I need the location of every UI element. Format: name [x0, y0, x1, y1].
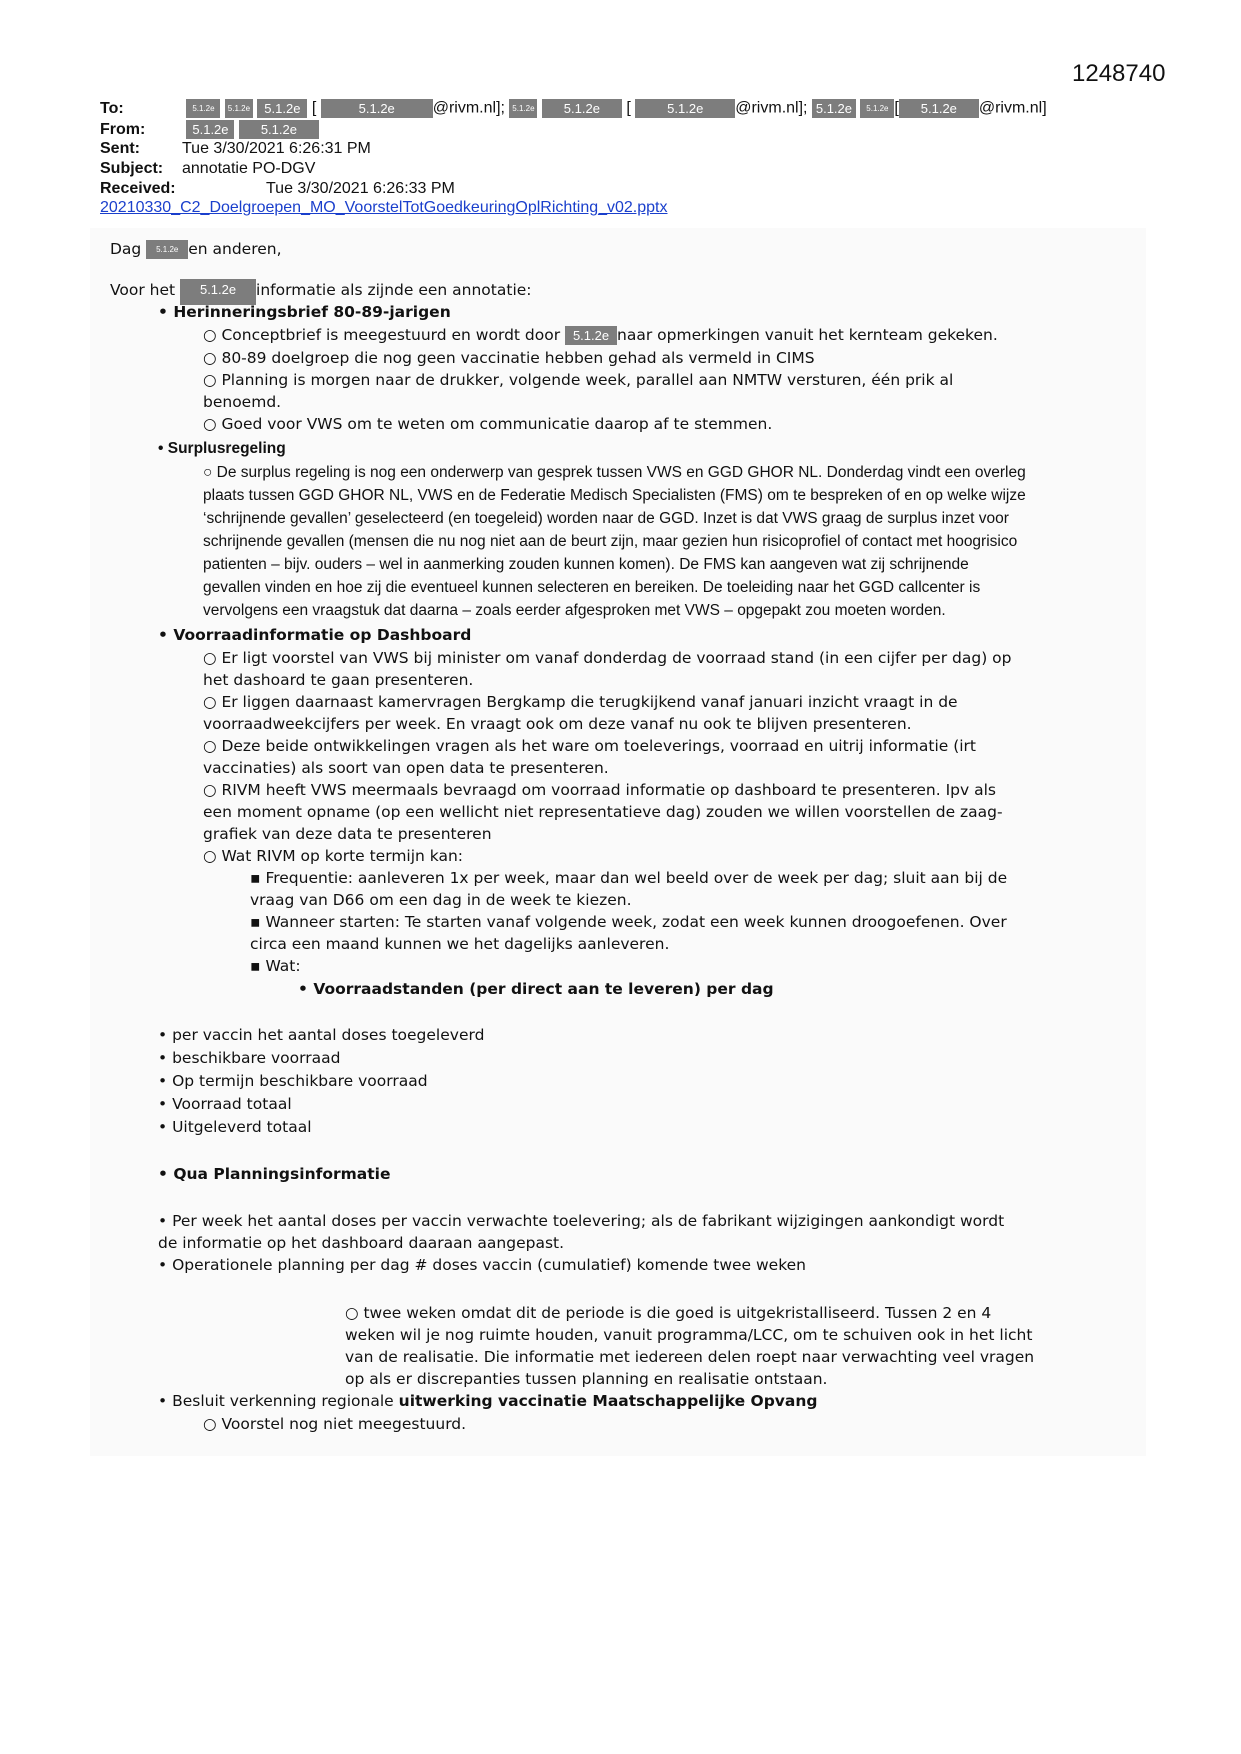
s3-bullet-5: ○ Wat RIVM op korte termijn kan: — [203, 847, 464, 865]
s3-bullet-2-line-1: Er liggen daarnaast kamervragen Bergkamp die terugkijkend vanaf januari inzicht vraagt in de — [221, 693, 958, 711]
subject-row — [100, 160, 315, 178]
s3-bullet-1: ○ Er ligt voorstel van VWS bij minister om vanaf donderdag de voorraad stand (in een cijfer per dag) op — [203, 649, 1012, 667]
s3-line: grafiek van deze data te presenteren — [203, 825, 492, 843]
received-value: Tue 3/30/2021 6:26:33 PM — [266, 180, 455, 197]
s1-bullet-2: ○ 80-89 doelgroep die nog geen vaccinatie hebben gehad als vermeld in CIMS — [203, 349, 815, 367]
section-title-text: Surplusregeling — [167, 440, 286, 457]
redaction: 5.1.2e — [180, 279, 256, 305]
s3-line: een moment opname (op een wellicht niet representatieve dag) zouden we willen voorstellen de zaag- — [203, 803, 1003, 821]
s3-bullet-5-text: Wat RIVM op korte termijn kan: — [221, 847, 464, 865]
s2-line: gevallen vinden en hoe zij die eventueel kunnen selecteren en bereiken. De toeleiding naar het GGD callcenter is — [203, 579, 981, 596]
list-item-text: Voorraad totaal — [172, 1095, 292, 1113]
s3-line: voorraadweekcijfers per week. En vraagt ook om deze vanaf nu ook te blijven presenteren. — [203, 715, 912, 733]
s3-line: circa een maand kunnen we het dagelijks aanleveren. — [250, 935, 670, 953]
email-domain: @rivm.nl]; — [735, 99, 808, 117]
from-label: From: — [100, 120, 146, 138]
email-domain: @rivm.nl] — [978, 99, 1047, 117]
intro-pre: Voor het — [110, 281, 176, 299]
greeting-pre: Dag — [110, 240, 142, 258]
from-row — [100, 120, 319, 139]
s2-line: vervolgens een vraagstuk dat daarna – zoals eerder afgesproken met VWS – opgepakt zou moeten worden. — [203, 602, 946, 619]
s2-line: ○ De surplus regeling is nog een onderwerp van gesprek tussen VWS en GGD GHOR NL. Donderdag vindt een overleg — [203, 464, 1026, 481]
s3-subtitle-text: Voorraadstanden (per direct aan te leveren) per dag — [313, 980, 774, 998]
document-number: 1248740 — [1072, 60, 1166, 87]
to-label: To: — [100, 99, 124, 117]
greeting — [110, 238, 282, 260]
s3-bullet-4-line-1: RIVM heeft VWS meermaals bevraagd om voorraad informatie op dashboard te presenteren. Ipv als — [221, 781, 996, 799]
s4-para-1-line-1: Per week het aantal doses per vaccin verwachte toelevering; als de fabrikant wijzigingen aankondigt wordt — [172, 1212, 1005, 1230]
s2-line: plaats tussen GGD GHOR NL, VWS en de Federatie Medisch Specialisten (FMS) om te bespreken of en op welke wijze — [203, 487, 1026, 504]
attachment-link[interactable]: 20210330_C2_Doelgroepen_MO_VoorstelTotGoedkeuringOplRichting_v02.pptx — [100, 199, 668, 216]
redaction: 5.1.2e — [542, 99, 622, 118]
section-title-text: Qua Planningsinformatie — [173, 1165, 391, 1183]
s3-square-3: ▪ Wat: — [250, 957, 301, 975]
section-3-title: • Voorraadinformatie op Dashboard — [158, 626, 472, 644]
redaction: 5.1.2e — [321, 99, 433, 118]
to-row: To: 5.1.2e 5.1.2e 5.1.2e [ 5.1.2e @rivm.nl]; 5.1.2e 5.1.2e [ 5.1.2e @rivm.nl]; 5.1.2e 5.1.2e [ 5.1.2e @rivm.nl] — [100, 99, 1047, 117]
sent-label: Sent: — [100, 140, 140, 157]
email-domain: @rivm.nl]; — [432, 99, 505, 117]
s4-para-1: • Per week het aantal doses per vaccin verwachte toelevering; als de fabrikant wijzigingen aankondigt wordt — [158, 1212, 1005, 1230]
s1-bullet-1: ○ Conceptbrief is meegestuurd en wordt door 5.1.2e naar opmerkingen vanuit het kernteam gekeken. — [203, 326, 998, 344]
list-item: • Op termijn beschikbare voorraad — [158, 1072, 428, 1090]
section-title-text: Herinneringsbrief 80-89-jarigen — [173, 303, 451, 321]
redaction: 5.1.2e — [860, 99, 894, 118]
s3-line: het dashoard te gaan presenteren. — [203, 671, 474, 689]
s1-bullet-1-post: naar opmerkingen vanuit het kernteam gekeken. — [617, 326, 998, 344]
s1-bullet-4-text: Goed voor VWS om te weten om communicatie daarop af te stemmen. — [221, 415, 773, 433]
s3-bullet-1-line-1: Er ligt voorstel van VWS bij minister om vanaf donderdag de voorraad stand (in een cijfer per dag) op — [221, 649, 1012, 667]
s2-line-1: De surplus regeling is nog een onderwerp van gesprek tussen VWS en GGD GHOR NL. Donderdag vindt een overleg — [216, 464, 1026, 481]
redaction: 5.1.2e — [257, 99, 307, 118]
section-4-title: • Qua Planningsinformatie — [158, 1165, 391, 1183]
s3-subtitle: • Voorraadstanden (per direct aan te leveren) per dag — [298, 980, 774, 998]
s4-sub: ○ twee weken omdat dit de periode is die goed is uitgekristalliseerd. Tussen 2 en 4 — [345, 1304, 992, 1322]
s4-line: van de realisatie. Die informatie met iedereen delen roept naar verwachting veel vragen — [345, 1348, 1035, 1366]
s5-pre: Besluit verkenning regionale — [172, 1392, 394, 1410]
list-item-text: Uitgeleverd totaal — [172, 1118, 312, 1136]
list-item-text: Op termijn beschikbare voorraad — [172, 1072, 428, 1090]
subject-value: annotatie PO-DGV — [182, 160, 316, 177]
s3-bullet-4: ○ RIVM heeft VWS meermaals bevraagd om voorraad informatie op dashboard te presenteren. Ipv als — [203, 781, 996, 799]
s3-square-1-line-1: Frequentie: aanleveren 1x per week, maar dan wel beeld over de week per dag; sluit aan bij de — [265, 869, 1008, 887]
s5-bold: uitwerking vaccinatie Maatschappelijke Opvang — [398, 1392, 818, 1410]
s3-bullet-3-line-1: Deze beide ontwikkelingen vragen als het ware om toeleverings, voorraad en uitrij informatie (irt — [221, 737, 977, 755]
s1-bullet-1-pre: Conceptbrief is meegestuurd en wordt door — [221, 326, 561, 344]
s4-line: de informatie op het dashboard daaraan aangepast. — [158, 1234, 565, 1252]
section-1-title: • Herinneringsbrief 80-89-jarigen — [158, 303, 451, 321]
s4-para-2: • Operationele planning per dag # doses vaccin (cumulatief) komende twee weken — [158, 1256, 806, 1274]
s3-square-2: ▪ Wanneer starten: Te starten vanaf volgende week, zodat een week kunnen droogoefenen. Over — [250, 913, 1007, 931]
list-item: • Voorraad totaal — [158, 1095, 292, 1113]
redaction: 5.1.2e — [225, 99, 253, 118]
redaction: 5.1.2e — [146, 240, 188, 259]
s1-bullet-2-text: 80-89 doelgroep die nog geen vaccinatie hebben gehad als vermeld in CIMS — [221, 349, 815, 367]
s5-sub: ○ Voorstel nog niet meegestuurd. — [203, 1415, 467, 1433]
s1-bullet-3-line-1: Planning is morgen naar de drukker, volgende week, parallel aan NMTW versturen, één prik al — [221, 371, 954, 389]
s4-para-2-text: Operationele planning per dag # doses vaccin (cumulatief) komende twee weken — [172, 1256, 806, 1274]
sent-value: Tue 3/30/2021 6:26:31 PM — [182, 140, 371, 157]
s3-bullet-2: ○ Er liggen daarnaast kamervragen Bergkamp die terugkijkend vanaf januari inzicht vraagt in de — [203, 693, 958, 711]
redaction: 5.1.2e — [239, 120, 319, 139]
redaction: 5.1.2e — [565, 326, 617, 345]
redaction: 5.1.2e — [186, 120, 234, 139]
list-item: • beschikbare voorraad — [158, 1049, 341, 1067]
subject-label: Subject: — [100, 160, 164, 177]
redaction: 5.1.2e — [509, 99, 537, 118]
s1-bullet-3: ○ Planning is morgen naar de drukker, volgende week, parallel aan NMTW versturen, één prik al — [203, 371, 954, 389]
s2-line: patienten – bijv. ouders – wel in aanmerking zouden kunnen komen). De FMS kan aangeven wat zij schrijnende — [203, 556, 969, 573]
s3-square-3-text: Wat: — [265, 957, 301, 975]
sent-row — [100, 140, 371, 158]
redaction: 5.1.2e — [812, 99, 856, 118]
s3-bullet-3: ○ Deze beide ontwikkelingen vragen als het ware om toeleverings, voorraad en uitrij informatie (irt — [203, 737, 977, 755]
section-title-text: Voorraadinformatie op Dashboard — [173, 626, 472, 644]
redaction: 5.1.2e — [186, 99, 220, 118]
received-row — [100, 180, 455, 198]
s2-line: schrijnende gevallen (mensen die nu nog niet aan de beurt zijn, maar gezien hun risicoprofiel of contact met hoogrisico — [203, 533, 1018, 550]
received-label: Received: — [100, 180, 176, 197]
s4-line: op als er discrepanties tussen planning en realisatie ontstaan. — [345, 1370, 828, 1388]
s1-bullet-4: ○ Goed voor VWS om te weten om communicatie daarop af te stemmen. — [203, 415, 773, 433]
redaction: 5.1.2e — [635, 99, 735, 118]
s5-sub-text: Voorstel nog niet meegestuurd. — [221, 1415, 467, 1433]
list-item-text: beschikbare voorraad — [172, 1049, 341, 1067]
list-item-text: per vaccin het aantal doses toegeleverd — [172, 1026, 485, 1044]
s5-bullet: • Besluit verkenning regionale uitwerking vaccinatie Maatschappelijke Opvang — [158, 1392, 818, 1410]
s4-sub-line-1: twee weken omdat dit de periode is die goed is uitgekristalliseerd. Tussen 2 en 4 — [363, 1304, 992, 1322]
s3-square-1: ▪ Frequentie: aanleveren 1x per week, maar dan wel beeld over de week per dag; sluit aan bij de — [250, 869, 1008, 887]
list-item: • per vaccin het aantal doses toegeleverd — [158, 1026, 485, 1044]
redaction: 5.1.2e — [899, 99, 979, 118]
intro-post: informatie als zijnde een annotatie: — [256, 281, 532, 299]
section-2-title: • Surplusregeling — [158, 440, 286, 457]
s3-line: vaccinaties) als soort van open data te presenteren. — [203, 759, 609, 777]
s3-square-2-line-1: Wanneer starten: Te starten vanaf volgende week, zodat een week kunnen droogoefenen. Over — [265, 913, 1007, 931]
s2-line: ‘schrijnende gevallen’ geselecteerd (en toegeleid) worden naar de GGD. Inzet is dat VWS graag de surplus inzet voor — [203, 510, 1009, 527]
greeting-post: en anderen, — [188, 240, 282, 258]
s3-line: vraag van D66 om een dag in de week te kiezen. — [250, 891, 632, 909]
s1-bullet-3-cont: benoemd. — [203, 393, 282, 411]
s4-line: weken wil je nog ruimte houden, vanuit programma/LCC, om te schuiven ook in het licht — [345, 1326, 1033, 1344]
list-item: • Uitgeleverd totaal — [158, 1118, 312, 1136]
